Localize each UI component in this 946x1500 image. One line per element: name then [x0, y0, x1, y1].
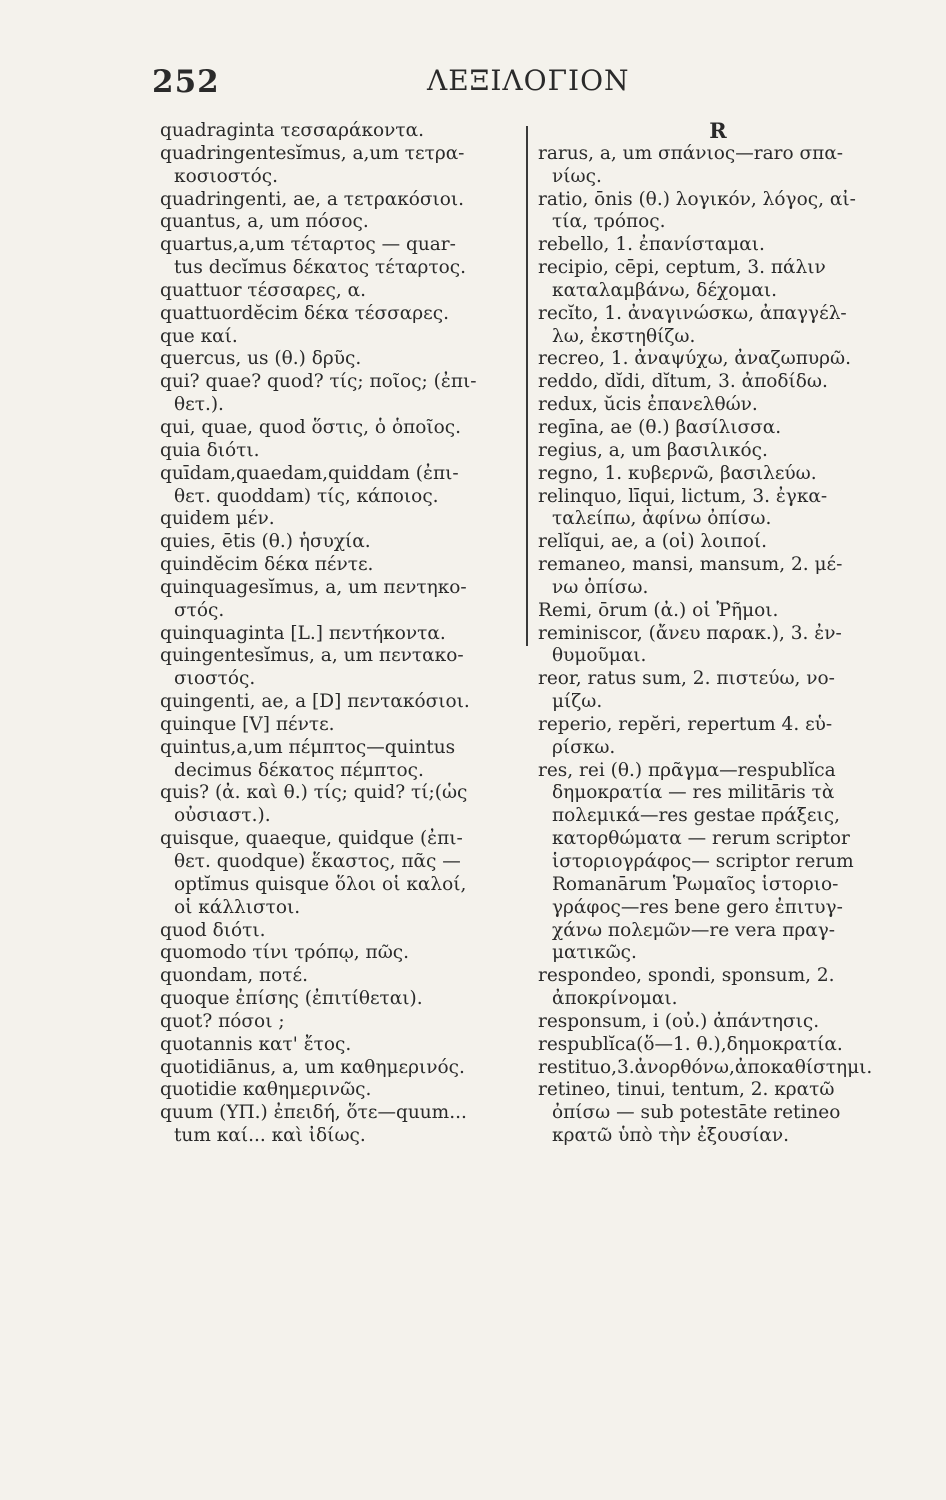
entry-line: reddo, dĭdi, dĭtum, 3. ἀποδίδω.: [538, 371, 828, 393]
entry-line: respublĭca(ὅ—1. θ.),δημοκρατία.: [538, 1033, 843, 1055]
entry-line: Remi, ōrum (ἀ.) οἱ Ῥῆμοι.: [538, 599, 779, 621]
entry-line: quintus,a,um πέμπτος—quintus: [160, 736, 456, 758]
entry-continuation-line: χάνω πολεμῶν—re vera πραγ-: [552, 919, 836, 941]
entry-line: quadraginta τεσσαράκοντα.: [160, 120, 425, 141]
entry-continuation-line: tum καί... καὶ ἰδίως.: [174, 1125, 366, 1147]
entry-line: quattuordĕcim δέκα τέσσαρες.: [160, 302, 449, 324]
entry-continuation-line: οὐσιαστ.).: [174, 805, 271, 827]
entry-line: qui? quae? quod? τίς; ποῖος; (ἐπι-: [160, 371, 477, 393]
entry-line: quot? πόσοι ;: [160, 1010, 285, 1032]
entry-line: quotidie καθημερινῶς.: [160, 1079, 372, 1101]
entry-continuation-line: κρατῶ ὑπὸ τὴν ἐξουσίαν.: [552, 1125, 790, 1147]
entry-line: quomodo τίνι τρόπῳ, πῶς.: [160, 942, 410, 964]
entry-continuation-line: οἱ κάλλιστοι.: [174, 896, 301, 918]
entry-line: quindĕcim δέκα πέντε.: [160, 554, 374, 576]
entry-line: quingentesĭmus, a, um πεντακο-: [160, 645, 464, 667]
entry-continuation-line: νω ὀπίσω.: [552, 576, 649, 598]
column-divider: [526, 126, 528, 646]
entry-line: rarus, a, um σπάνιος—raro σπα-: [538, 142, 844, 164]
entry-line: recreo, 1. ἀναψύχω, ἀναζωπυρῶ.: [538, 348, 852, 370]
entry-continuation-line: δημοκρατία — res militāris τὰ: [552, 782, 835, 804]
page-header: [152, 64, 892, 104]
right-column: [538, 120, 898, 1148]
right-column-lines: [538, 143, 898, 1148]
entry-line: rebello, 1. ἐπανίσταμαι.: [538, 234, 765, 256]
entry-line: quantus, a, um πόσος.: [160, 211, 369, 233]
entry-line: quidem μέν.: [160, 508, 275, 530]
entry-line: quadringenti, ae, a τετρακόσιοι.: [160, 188, 465, 210]
entry-line: quia διότι.: [160, 439, 260, 461]
entry-line: recipio, cēpi, ceptum, 3. πάλιν: [538, 257, 826, 279]
entry-line: responsum, i (οὐ.) ἀπάντησις.: [538, 1010, 820, 1032]
entry-continuation-line: κατορθώματα — rerum scriptor: [552, 828, 850, 850]
entry-line: quoque ἐπίσης (ἐπιτίθεται).: [160, 988, 423, 1010]
entry-line: quinque [V] πέντε.: [160, 713, 335, 735]
entry-continuation-line: καταλαμβάνω, δέχομαι.: [552, 279, 778, 301]
entry-line: regno, 1. κυβερνῶ, βασιλεύω.: [538, 462, 817, 484]
entry-line: quercus, us (θ.) δρῦς.: [160, 348, 362, 370]
entry-continuation-line: τία, τρόπος.: [552, 211, 666, 233]
entry-line: quotannis κατ' ἔτος.: [160, 1033, 352, 1055]
entry-line: qui, quae, quod ὅστις, ὁ ὁποῖος.: [160, 416, 462, 438]
entry-line: quondam, ποτέ.: [160, 965, 308, 987]
entry-line: regius, a, um βασιλικός.: [538, 439, 768, 461]
entry-continuation-line: ματικῶς.: [552, 942, 637, 964]
entry-continuation-line: μίζω.: [552, 691, 603, 713]
letter-heading: R: [709, 118, 727, 143]
entry-continuation-line: νίως.: [552, 165, 602, 187]
entry-line: respondeo, spondi, sponsum, 2.: [538, 965, 835, 987]
entry-line: restituo,3.ἀνορθόνω,ἀποκαθίστημι.: [538, 1056, 873, 1078]
entry-continuation-line: Romanārum Ῥωμαῖος ἱστοριο-: [552, 873, 839, 895]
entry-continuation-line: θετ. quodque) ἕκαστος, πᾶς —: [174, 851, 461, 872]
entry-continuation-line: πολεμικά—res gestae πράξεις,: [552, 805, 840, 827]
entry-line: quinquaginta [L.] πεντήκοντα.: [160, 622, 446, 644]
entry-continuation-line: σιοστός.: [174, 668, 256, 690]
entry-continuation-line: θυμοῦμαι.: [552, 645, 647, 667]
entry-continuation-line: ἱστοριογράφος— scriptor rerum: [552, 851, 854, 872]
entry-continuation-line: optĭmus quisque ὅλοι οἱ καλοί,: [174, 873, 467, 895]
entry-line: reor, ratus sum, 2. πιστεύω, νο-: [538, 668, 835, 690]
entry-continuation-line: στός.: [174, 599, 225, 621]
entry-line: relinquo, līqui, lictum, 3. ἐγκα-: [538, 485, 828, 507]
entry-line: relĭqui, ae, a (οἱ) λοιποί.: [538, 531, 767, 553]
entry-line: res, rei (θ.) πρᾶγμα—respublĭca: [538, 759, 836, 781]
entry-line: quinquagesĭmus, a, um πεντηκο-: [160, 576, 467, 598]
page-number: 252: [152, 64, 220, 100]
entry-line: quum (ΥΠ.) ἐπειδή, ὅτε—quum...: [160, 1102, 467, 1124]
entry-line: reperio, repĕri, repertum 4. εὑ-: [538, 713, 833, 735]
entry-continuation-line: decimus δέκατος πέμπτος.: [174, 759, 424, 781]
running-title: ΛΕΞΙΛΟΓΙΟΝ: [427, 64, 630, 97]
entry-line: redux, ŭcis ἐπανελθών.: [538, 394, 758, 416]
entry-continuation-line: λω, ἐκστηθίζω.: [552, 325, 696, 347]
entry-line: quotidiānus, a, um καθημερινός.: [160, 1056, 465, 1078]
entry-line: quartus,a,um τέταρτος — quar-: [160, 234, 456, 256]
entry-line: quīdam,quaedam,quiddam (ἐπι-: [160, 462, 459, 484]
entry-line: quattuor τέσσαρες, α.: [160, 279, 366, 301]
left-column: [160, 120, 520, 1148]
entry-line: reminiscor, (ἄνευ παρακ.), 3. ἐν-: [538, 622, 842, 644]
entry-line: quisque, quaeque, quidque (ἐπι-: [160, 828, 463, 850]
entry-line: quingenti, ae, a [D] πεντακόσιοι.: [160, 691, 470, 713]
entry-continuation-line: ὀπίσω — sub potestāte retineo: [552, 1102, 841, 1124]
entry-line: que καί.: [160, 325, 238, 347]
entry-continuation-line: ἀποκρίνομαι.: [552, 988, 678, 1010]
entry-line: retineo, tinui, tentum, 2. κρατῶ: [538, 1079, 835, 1101]
entry-continuation-line: tus decĭmus δέκατος τέταρτος.: [174, 257, 467, 279]
entry-line: quis? (ἀ. καὶ θ.) τίς; quid? τί;(ὡς: [160, 782, 468, 804]
entry-line: recĭto, 1. ἀναγινώσκω, ἀπαγγέλ-: [538, 302, 847, 324]
entry-line: quies, ētis (θ.) ἡσυχία.: [160, 531, 371, 553]
entry-line: quod διότι.: [160, 919, 266, 941]
entry-line: regīna, ae (θ.) βασίλισσα.: [538, 416, 782, 438]
entry-continuation-line: ταλείπω, ἀφίνω ὀπίσω.: [552, 508, 772, 530]
entry-continuation-line: θετ.).: [174, 394, 224, 416]
entry-line: remaneo, mansi, mansum, 2. μέ-: [538, 554, 843, 576]
entry-continuation-line: γράφος—res bene gero ἐπιτυγ-: [552, 896, 843, 918]
entry-continuation-line: ρίσκω.: [552, 736, 616, 758]
entry-line: ratio, ōnis (θ.) λογικόν, λόγος, αἰ-: [538, 188, 856, 210]
entry-continuation-line: κοσιοστός.: [174, 165, 278, 187]
entry-line: quadringentesĭmus, a,um τετρα-: [160, 142, 465, 164]
entry-continuation-line: θετ. quoddam) τίς, κάποιος.: [174, 485, 439, 507]
